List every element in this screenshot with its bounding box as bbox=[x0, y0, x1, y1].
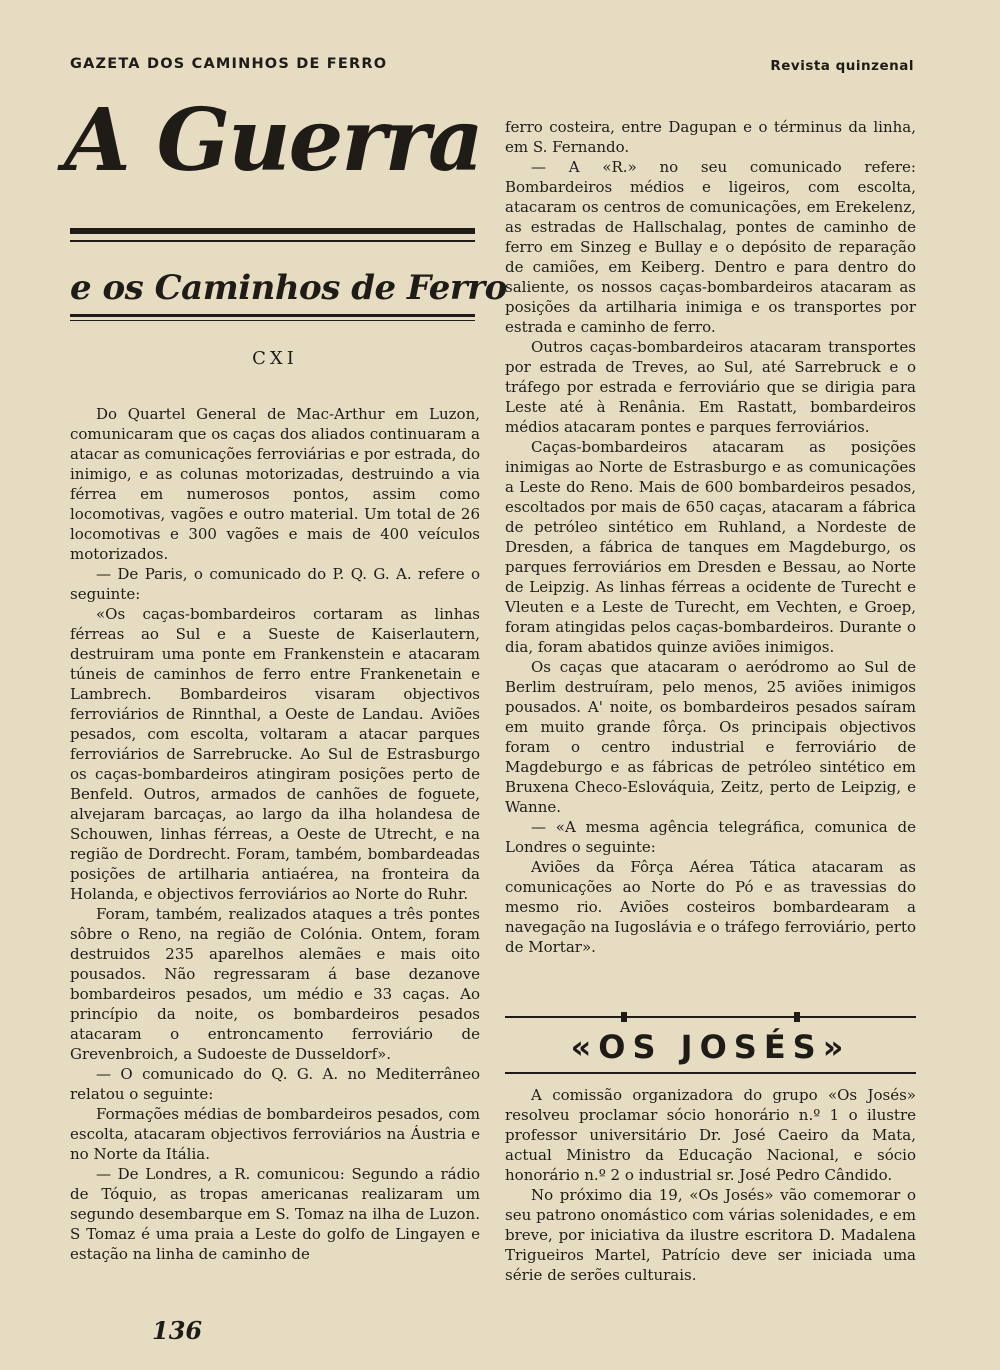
page-number: 136 bbox=[152, 1316, 203, 1345]
paragraph: Do Quartel General de Mac-Arthur em Luzon, comunicaram que os caças dos aliados continuaram a atacar as comunicações ferroviárias e por estrada, do inimigo, e as colunas motorizadas, destruindo a via férrea em numerosos pontos, assim como locomotivas, vagões e outro material. Um total de 26 locomotivas e 300 vagões e mais de 400 veículos motorizados. bbox=[70, 405, 480, 563]
paragraph: «Os caças-bombardeiros cortaram as linhas férreas ao Sul e a Sueste de Kaiserlautern, destruiram uma ponte em Frankenstein e atacaram túneis de caminhos de ferro entre Frankenetain e Lambrech. Bombardeiros visaram objectivos ferroviários de Rinnthal, a Oeste de Landau. Aviões pesados, com escolta, voltaram a atacar parques ferroviários de Sarrebrucke. Ao Sul de Estrasburgo os caças-bombardeiros atingiram posições perto de Benfeld. Outros, armados de canhões de foguete, alvejaram barcaças, ao largo da ilha holandesa de Schouwen, linhas férreas, a Oeste de Utrecht, e na região de Dordrecht. Foram, também, bombardeadas posições de artilharia antiaérea, na fronteira da Holanda, e objectivos ferroviários ao Norte do Ruhr. bbox=[70, 605, 480, 903]
paragraph: Foram, também, realizados ataques a três pontes sôbre o Reno, na região de Colónia. Ontem, foram destruidos 235 aparelhos alemães e mais oito pousados. Não regressaram á base dezanove bombardeiros pesados, um médio e 33 caças. Ao princípio da noite, os bombardeiros pesados atacaram o entroncamento ferroviário de Grevenbroich, a Sudoeste de Dusseldorf». bbox=[70, 905, 480, 1063]
paragraph: — De Paris, o comunicado do P. Q. G. A. refere o seguinte: bbox=[70, 565, 480, 603]
article-right-column bbox=[505, 117, 916, 957]
notice-body bbox=[505, 1085, 916, 1285]
paragraph: — A «R.» no seu comunicado refere: Bombardeiros médios e ligeiros, com escolta, atacaram os centros de comunicações, em Erekelenz, as estradas de Hallschalag, pontes de caminho de ferro em Sinzeg e Bullay e o depósito de reparação de camiões, em Keiberg. Dentro e para dentro do saliente, os nossos caças-bombardeiros atacaram as posições da artilharia inimiga e os transportes por estrada e caminho de ferro. bbox=[505, 158, 916, 336]
paragraph: No próximo dia 19, «Os Josés» vão comemorar o seu patrono onomástico com várias solenidades, e em breve, por iniciativa da ilustre escritora D. Madalena Trigueiros Martel, Patrício deve ser iniciada uma série de serões culturais. bbox=[505, 1186, 916, 1284]
running-header-title: GAZETA DOS CAMINHOS DE FERRO bbox=[70, 56, 388, 72]
paragraph: A comissão organizadora do grupo «Os Josés» resolveu proclamar sócio honorário n.º 1 o ilustre professor universitário Dr. José Caeiro da Mata, actual Ministro da Educação Nacional, e sócio honorário n.º 2 o industrial sr. José Pedro Cândido. bbox=[505, 1086, 916, 1184]
paragraph: Outros caças-bombardeiros atacaram transportes por estrada de Treves, ao Sul, até Sarrebruck e o tráfego por estrada e ferroviário que se dirigia para Leste até à Renânia. Em Rastatt, bombardeiros médios atacaram pontes e parques ferroviários. bbox=[505, 338, 916, 436]
paragraph: — «A mesma agência telegráfica, comunica de Londres o seguinte: bbox=[505, 818, 916, 856]
paragraph: — O comunicado do Q. G. A. no Mediterrâneo relatou o seguinte: bbox=[70, 1065, 480, 1103]
paragraph: — De Londres, a R. comunicou: Segundo a rádio de Tóquio, as tropas americanas realizaram um segundo desembarque em S. Tomaz na ilha de Luzon. S Tomaz é uma praia a Leste do golfo de Lingayen e estação na linha de caminho de bbox=[70, 1165, 480, 1263]
paragraph: Formações médias de bombardeiros pesados, com escolta, atacaram objectivos ferroviários na Áustria e no Norte da Itália. bbox=[70, 1105, 480, 1163]
title-rule-thin bbox=[70, 240, 475, 242]
article-subtitle: e os Caminhos de Ferro bbox=[70, 268, 507, 308]
paragraph: Aviões da Fôrça Aérea Tática atacaram as comunicações ao Norte do Pó e as travessias do mesmo rio. Aviões costeiros bombardearam a navegação na Iugoslávia e o tráfego ferroviário, perto de Mortar». bbox=[505, 858, 916, 956]
article-title: A Guerra bbox=[64, 90, 482, 191]
running-header-subtitle: Revista quinzenal bbox=[770, 58, 914, 74]
divider-mark bbox=[794, 1012, 800, 1022]
article-left-column bbox=[70, 404, 480, 1264]
subtitle-rule-thick bbox=[70, 314, 475, 317]
notice-title-rule bbox=[505, 1072, 916, 1074]
subtitle-rule-thin bbox=[70, 320, 475, 321]
paragraph: Os caças que atacaram o aeródromo ao Sul de Berlim destruíram, pelo menos, 25 aviões inimigos pousados. A' noite, os bombardeiros pesados saíram em muito grande fôrça. Os principais objectivos foram o centro industrial e ferroviário de Magdeburgo e as fábricas de petróleo sintético em Bruxena Checo-Eslováquia, Zeitz, perto de Leipzig, e Wanne. bbox=[505, 658, 916, 816]
divider-mark bbox=[621, 1012, 627, 1022]
divider-line bbox=[505, 1016, 916, 1018]
title-rule-thick bbox=[70, 228, 475, 234]
paragraph: ferro costeira, entre Dagupan e o términus da linha, em S. Fernando. bbox=[505, 118, 916, 156]
section-divider bbox=[505, 1012, 916, 1022]
paragraph: Caças-bombardeiros atacaram as posições inimigas ao Norte de Estrasburgo e as comunicações a Leste do Reno. Mais de 600 bombardeiros pesados, escoltados por mais de 650 caças, atacaram a fábrica de petróleo sintético em Ruhland, a Nordeste de Dresden, a fábrica de tanques em Magdeburgo, os parques ferroviários em Dresden e Bessau, ao Norte de Leipzig. As linhas férreas a ocidente de Turecht e Vleuten e a Leste de Turecht, em Vechten, e Groep, foram atingidas pelos caças-bombardeiros. Durante o dia, foram abatidos quinze aviões inimigos. bbox=[505, 438, 916, 656]
notice-title: «OS JOSÉS» bbox=[570, 1028, 851, 1066]
section-number: CXI bbox=[252, 348, 298, 369]
